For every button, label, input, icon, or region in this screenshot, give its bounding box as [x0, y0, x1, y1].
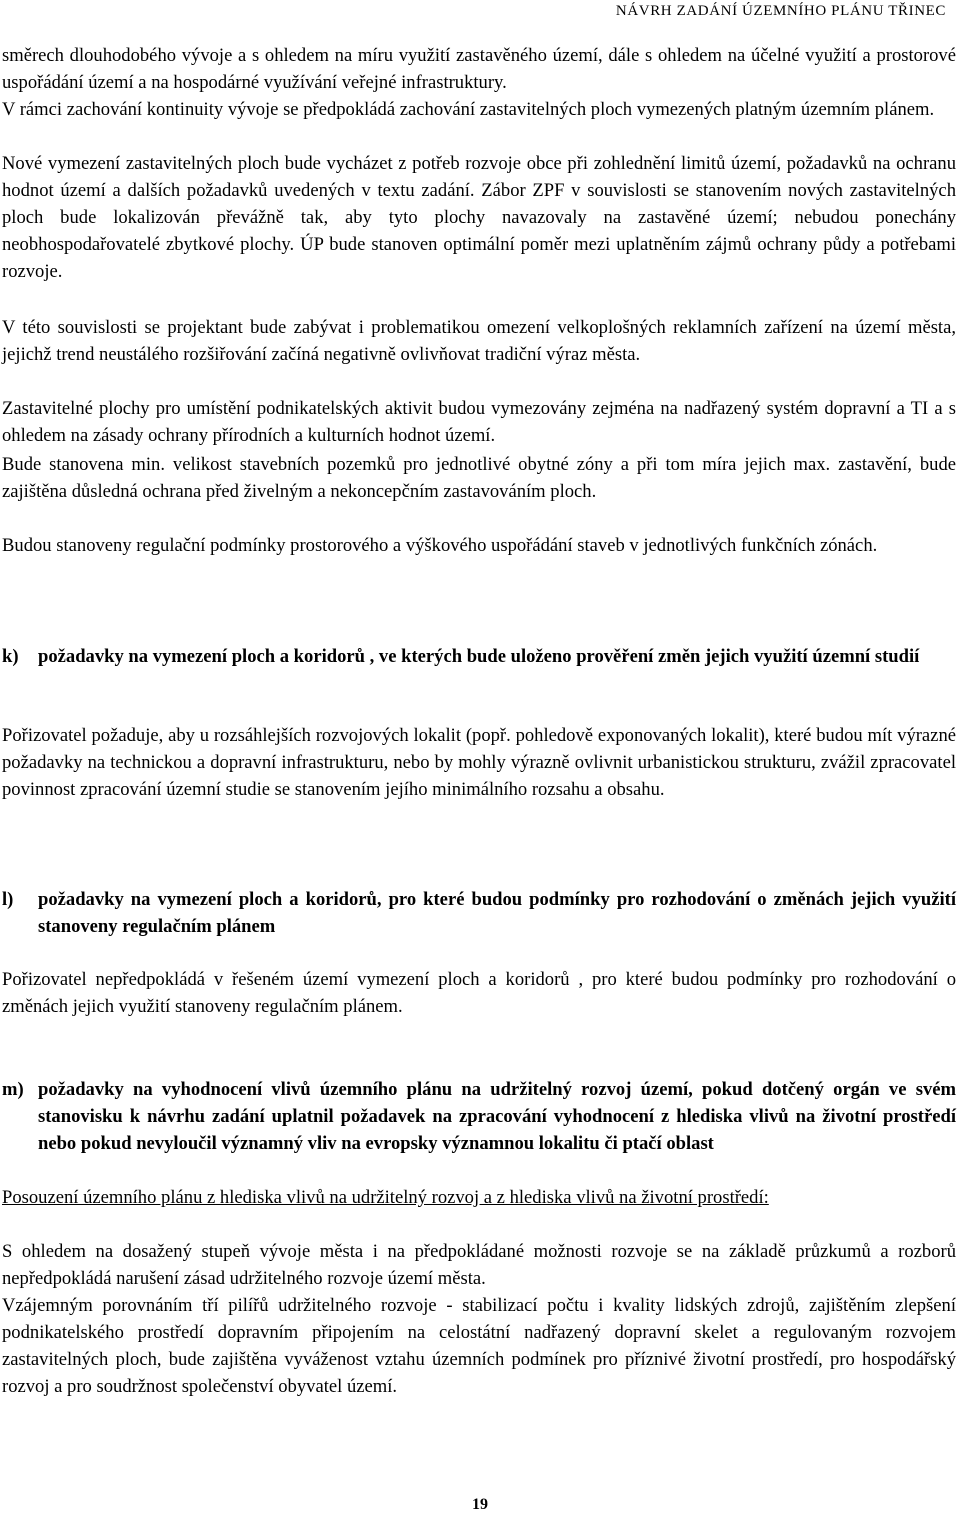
section-m-heading: [2, 1076, 956, 1184]
section-l-text: Pořizovatel nepředpokládá v řešeném území vymezení ploch a koridorů , pro které budou podmínky pro rozhodování o změnách jejich využití stanoveny regulačním plánem.: [2, 969, 956, 1017]
paragraph-6: Bude stanovena min. velikost stavebních pozemků pro jednotlivé obytné zóny a při tom míra jejich max. zastavění, bude zajištěna důsledná ochrana před živelným a nekoncepčním zastavováním ploch.: [2, 454, 956, 502]
section-m-text-2: Vzájemným porovnáním tří pilířů udržitelného rozvoje - stabilizací počtu i kvality lidských zdrojů, zajištěním zlepšení podnikatelského prostředí dopravním připojením na celostátní nadřazený dopravní skelet a regulovaným rozvojem zastavitelných ploch, bude zajištěna vyváženost vztahu územních podmínek pro příznivé životní prostředí, pro hospodářský rozvoj a pro soudržnost společenství obyvatel území.: [2, 1295, 956, 1397]
section-k-heading: [2, 643, 956, 697]
section-l-heading: [2, 886, 956, 940]
paragraph-4: V této souvislosti se projektant bude zabývat i problematikou omezení velkoplošných reklamních zařízení na území města, jejichž trend neustálého rozšiřování začíná negativně ovlivňovat tradiční výraz města.: [2, 317, 956, 365]
paragraph-7: Budou stanoveny regulační podmínky prostorového a výškového uspořádání staveb v jednotlivých funkčních zónách.: [2, 535, 878, 556]
section-l-label: l): [2, 889, 14, 910]
paragraph-2: V rámci zachování kontinuity vývoje se předpokládá zachování zastavitelných ploch vymezených platným územním plánem.: [2, 99, 935, 120]
paragraph-1: směrech dlouhodobého vývoje a s ohledem na míru využití zastavěného území, dále s ohledem na účelné využití a prostorové uspořádání území a na hospodárné využívání veřejné infrastruktury.: [2, 45, 956, 93]
paragraph-5: Zastavitelné plochy pro umístění podnikatelských aktivit budou vymezovány zejména na nadřazený systém dopravní a TI a s ohledem na zásady ochrany přírodních a kulturních hodnot území.: [2, 398, 956, 446]
section-k-text: Pořizovatel požaduje, aby u rozsáhlejších rozvojových lokalit (popř. pohledově exponovaných lokalit), které budou mít výrazné požadavky na technickou a dopravní infrastrukturu, nebo by mohly výrazně ovlivnit urbanistickou strukturu, zvážil zpracovatel povinnost zpracování územní studie se stanovením jejího minimálního rozsahu a obsahu.: [2, 725, 956, 800]
section-m-subheading: Posouzení územního plánu z hlediska vlivů na udržitelný rozvoj a z hlediska vlivů na životní prostředí:: [2, 1187, 769, 1208]
section-m-label: m): [2, 1079, 24, 1100]
section-m-text-1: S ohledem na dosažený stupeň vývoje města i na předpokládané možnosti rozvoje se na základě průzkumů a rozborů nepředpokládá narušení zásad udržitelného rozvoje území města.: [2, 1241, 956, 1289]
paragraph-3: Nové vymezení zastavitelných ploch bude vycházet z potřeb rozvoje obce při zohlednění limitů území, požadavků na ochranu hodnot území a dalších požadavků uvedených v textu zadání. Zábor ZPF v souvislosti se stanovením nových zastavitelných ploch bude lokalizován převážně tak, aby tyto plochy navazovaly na zastavěné území; nebudou ponechány neobhospodařovatelé zbytkové plochy. ÚP bude stanoven optimální poměr mezi uplatněním zájmů ochrany půdy a potřebami rozvoje.: [2, 153, 956, 282]
page-number: 19: [472, 1496, 488, 1513]
section-k-label: k): [2, 646, 19, 667]
section-l-title: požadavky na vymezení ploch a koridorů, pro které budou podmínky pro rozhodování o změnách jejich využití stanoveny regulačním plánem: [38, 889, 956, 937]
running-header: NÁVRH ZADÁNÍ ÚZEMNÍHO PLÁNU TŘINEC: [615, 3, 946, 19]
section-k-title: požadavky na vymezení ploch a koridorů , ve kterých bude uloženo prověření změn jejich využití územní studií: [38, 646, 920, 667]
section-m-title: požadavky na vyhodnocení vlivů územního plánu na udržitelný rozvoj území, pokud dotčený orgán ve svém stanovisku k návrhu zadání uplatnil požadavek na zpracování vyhodnocení z hlediska vlivů na životní prostředí nebo pokud nevyloučil významný vliv na evropsky významnou lokalitu či ptačí oblast: [38, 1079, 956, 1154]
